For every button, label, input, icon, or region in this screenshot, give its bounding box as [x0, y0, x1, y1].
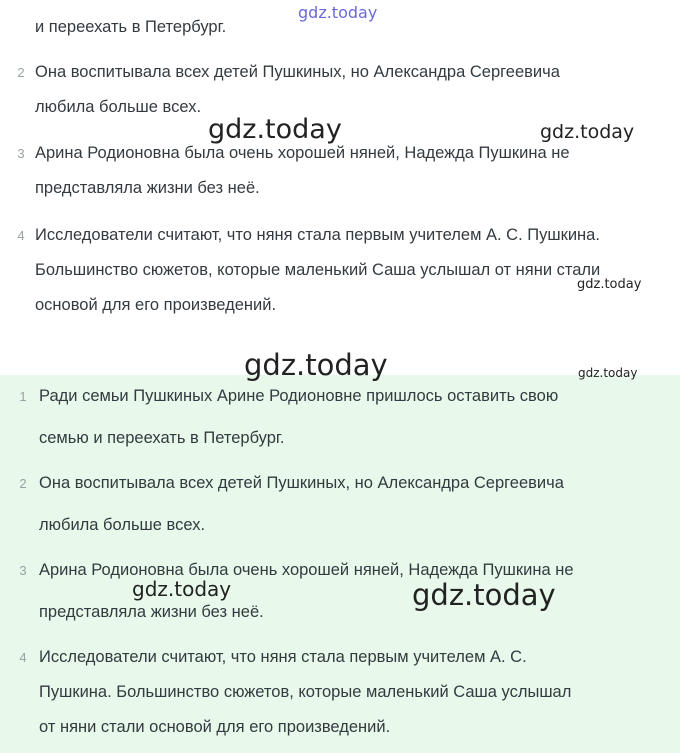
item-line: Ради семьи Пушкиных Арине Родионовне пришлось оставить свою [39, 387, 559, 405]
item-line: основой для его произведений. [35, 296, 277, 314]
watermark: gdz.today [208, 114, 342, 145]
item-line: представляла жизни без неё. [35, 179, 260, 197]
item-number: 3 [19, 563, 27, 578]
item-number: 2 [17, 65, 25, 80]
item-line: от няни стали основой для его произведений. [39, 718, 391, 736]
item-line: любила больше всех. [39, 516, 206, 534]
item-number: 2 [19, 476, 27, 491]
item-number: 4 [17, 228, 25, 243]
watermark: gdz.today [132, 577, 232, 601]
watermark: gdz.today [577, 277, 642, 292]
item-line: Она воспитывала всех детей Пушкиных, но Александра Сергеевича [39, 474, 564, 492]
watermark: gdz.today [578, 366, 638, 380]
item-number: 4 [19, 650, 27, 665]
answer-section-top [0, 0, 680, 375]
item-line: семью и переехать в Петербург. [39, 429, 285, 447]
item-line: Арина Родионовна была очень хорошей няней, Надежда Пушкина не [39, 561, 574, 579]
clipped-line: и переехать в Петербург. [35, 18, 227, 36]
item-number: 3 [17, 146, 25, 161]
watermark: gdz.today [412, 578, 556, 612]
watermark-header: gdz.today [298, 3, 378, 22]
item-line: любила больше всех. [35, 98, 202, 116]
watermark: gdz.today [244, 348, 388, 382]
watermark: gdz.today [540, 121, 635, 143]
item-line: представляла жизни без неё. [39, 603, 264, 621]
item-line: Большинство сюжетов, которые маленький Саша услышал от няни стали [35, 261, 601, 279]
item-line: Пушкина. Большинство сюжетов, которые маленький Саша услышал [39, 683, 572, 701]
item-line: Исследователи считают, что няня стала первым учителем А. С. [39, 648, 527, 666]
item-line: Исследователи считают, что няня стала первым учителем А. С. Пушкина. [35, 226, 600, 244]
item-line: Арина Родионовна была очень хорошей няней, Надежда Пушкина не [35, 144, 570, 162]
item-number: 1 [19, 389, 27, 404]
answer-section-bottom [0, 375, 680, 753]
item-line: Она воспитывала всех детей Пушкиных, но Александра Сергеевича [35, 63, 560, 81]
